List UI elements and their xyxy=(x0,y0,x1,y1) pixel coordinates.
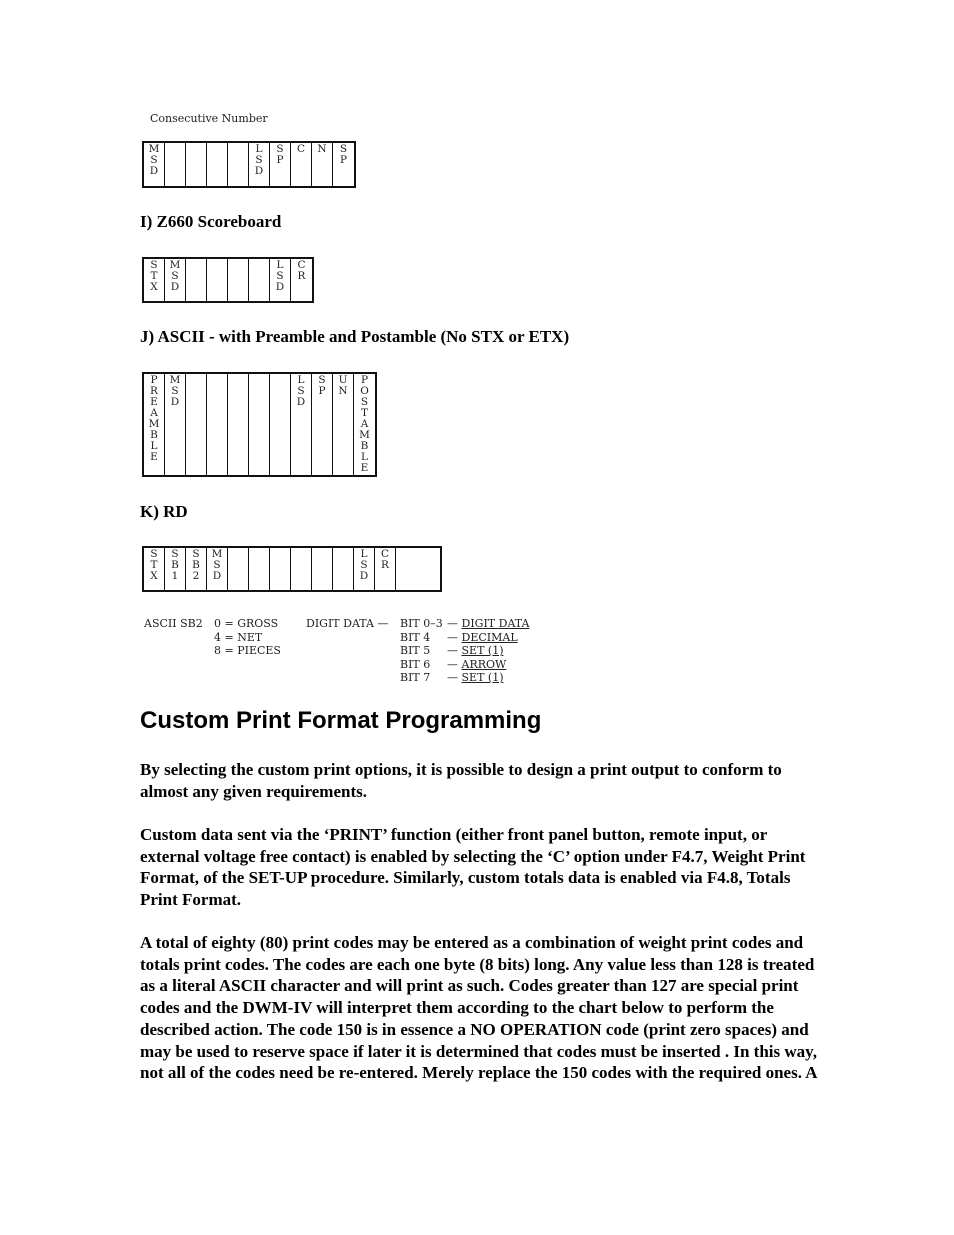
field-letter: A xyxy=(150,407,158,419)
field-letter: T xyxy=(150,559,158,571)
field-cell xyxy=(207,548,228,590)
field-letter: M xyxy=(359,429,370,441)
field-letter: 1 xyxy=(171,570,179,582)
section-k-label: K) RD xyxy=(140,502,188,521)
data-digit-cell xyxy=(396,548,440,590)
field-letter: S xyxy=(150,259,158,271)
data-digit-cell xyxy=(228,374,249,475)
field-letter: S xyxy=(297,385,305,397)
field-letter: D xyxy=(275,281,285,293)
field-letter: L xyxy=(255,143,263,155)
field-letter: M xyxy=(148,143,160,155)
field-cell xyxy=(333,374,354,475)
field-letter: S xyxy=(276,143,284,155)
field-letter: R xyxy=(381,559,389,571)
page-heading: Custom Print Format Programming xyxy=(140,707,542,734)
field-cell xyxy=(312,143,333,186)
field-cell xyxy=(375,548,396,590)
field-letter: C xyxy=(297,259,306,271)
field-letter: P xyxy=(150,374,158,386)
bit-number: BIT 7 xyxy=(400,671,431,684)
field-letter: S xyxy=(150,548,158,560)
field-letter: D xyxy=(212,570,222,582)
bit-number: BIT 0–3 xyxy=(400,617,443,630)
field-letter: M xyxy=(169,259,181,271)
field-letter: 2 xyxy=(192,570,200,582)
field-letter: D xyxy=(149,165,159,177)
field-cell xyxy=(354,548,375,590)
field-cell xyxy=(165,374,186,475)
field-letter: S xyxy=(360,559,368,571)
bit-legend-row: BIT 6 — ARROW xyxy=(400,657,507,671)
data-digit-cell xyxy=(333,548,354,590)
data-digit-cell xyxy=(270,374,291,475)
field-letter: T xyxy=(150,270,158,282)
field-letter: O xyxy=(360,385,369,397)
field-letter: S xyxy=(171,270,179,282)
data-digit-cell xyxy=(228,143,249,186)
field-cell xyxy=(186,548,207,590)
data-digit-cell xyxy=(270,548,291,590)
field-letter: N xyxy=(338,385,348,397)
field-letter: X xyxy=(150,281,158,293)
paragraph-intro: By selecting the custom print options, it is possible to design a print output to conform to almost any given requirements. xyxy=(140,760,782,801)
field-letter: D xyxy=(170,396,180,408)
field-letter: C xyxy=(380,548,390,560)
data-digit-cell xyxy=(291,548,312,590)
field-cell xyxy=(144,143,165,186)
field-cell xyxy=(249,143,270,186)
field-letter: B xyxy=(192,559,200,571)
field-cell xyxy=(165,548,186,590)
field-letter: E xyxy=(150,396,158,408)
paragraph-print-codes: A total of eighty (80) print codes may be entered as a combination of weight print codes and totals print codes. The codes are each one byte (8 bits) long. Any value less than 128 is treated as a literal ASCII character and will print as such. Codes greater than 127 are special print codes and the DWM-IV will interpret them according to the chart below to perform the described action. The code 150 is in essence a NO OPERATION code (print zero spaces) and may be used to reserve space if later it is determined that codes must be inserted . In this way, not all of the codes need be re-entered. Merely replace the 150 codes with the required ones. A xyxy=(140,933,818,1083)
field-letter: R xyxy=(150,385,158,397)
field-cell xyxy=(291,143,312,186)
data-digit-cell xyxy=(228,259,249,301)
field-letter: S xyxy=(318,374,326,386)
field-letter: R xyxy=(297,270,306,282)
data-digit-cell xyxy=(186,143,207,186)
field-letter: P xyxy=(360,374,369,386)
data-digit-cell xyxy=(186,374,207,475)
field-letter: S xyxy=(339,143,348,155)
field-letter: C xyxy=(296,143,306,155)
field-cell xyxy=(291,259,312,301)
bit-legend-row: BIT 4 — DECIMAL xyxy=(400,630,518,644)
field-letter: M xyxy=(148,418,160,430)
field-letter: D xyxy=(296,396,306,408)
sb2-value-line: 8 = PIECES xyxy=(214,644,281,657)
bit-description: DECIMAL xyxy=(461,630,518,644)
field-letter: L xyxy=(360,548,368,560)
field-letter: B xyxy=(171,559,179,571)
field-letter: T xyxy=(360,407,368,419)
field-letter: U xyxy=(338,374,348,386)
field-letter: N xyxy=(317,143,327,155)
data-digit-cell xyxy=(312,548,333,590)
bit-number: BIT 6 xyxy=(400,657,431,671)
field-letter: S xyxy=(213,559,221,571)
field-letter: S xyxy=(171,385,179,397)
field-letter: L xyxy=(297,374,305,386)
field-letter: B xyxy=(150,429,158,441)
bit-description: DIGIT DATA xyxy=(461,617,530,630)
field-cell xyxy=(270,143,291,186)
consecutive-number-format-diagram xyxy=(142,141,356,188)
field-letter: S xyxy=(255,154,263,166)
field-cell xyxy=(333,143,354,186)
sb2-value-line: 4 = NET xyxy=(214,630,263,644)
section-j-label: J) ASCII - with Preamble and Postamble (No STX or ETX) xyxy=(140,327,570,346)
field-letter: M xyxy=(211,548,223,560)
bit-legend-row: BIT 7 — SET (1) xyxy=(400,671,504,684)
field-cell xyxy=(354,374,375,475)
data-digit-cell xyxy=(249,374,270,475)
bit-description: ARROW xyxy=(461,657,507,671)
data-digit-cell xyxy=(207,374,228,475)
field-letter: S xyxy=(360,396,369,408)
digit-data-bit-list xyxy=(400,617,529,685)
data-digit-cell xyxy=(249,259,270,301)
bit-number: BIT 4 xyxy=(400,630,431,644)
field-letter: D xyxy=(254,165,264,177)
sb2-legend-values xyxy=(214,617,281,658)
ascii-preamble-format-diagram xyxy=(142,372,377,477)
field-letter: S xyxy=(192,548,200,560)
field-letter: M xyxy=(169,374,181,386)
sb2-value-line: 0 = GROSS xyxy=(214,617,279,630)
data-digit-cell xyxy=(186,259,207,301)
sb2-legend-title: ASCII SB2 xyxy=(144,617,203,630)
field-letter: L xyxy=(150,440,158,452)
field-letter: S xyxy=(276,270,284,282)
bit-legend-row: BIT 5 — SET (1) xyxy=(400,644,504,657)
bit-legend-row: BIT 0–3 — DIGIT DATA xyxy=(400,617,530,630)
bit-description: SET (1) xyxy=(461,644,504,657)
field-letter: E xyxy=(360,462,369,474)
rd-format-diagram xyxy=(142,546,442,592)
field-cell xyxy=(144,548,165,590)
consecutive-number-caption: Consecutive Number xyxy=(150,112,268,125)
field-letter: L xyxy=(276,259,284,271)
data-digit-cell xyxy=(207,259,228,301)
paragraph-custom-data: Custom data sent via the ‘PRINT’ function (either front panel button, remote input, or external voltage free contact) is enabled by selecting the ‘C’ option under F4.7, Weight Print Format, of the SET-UP procedure. Similarly, custom totals data is enabled via F4.8, Totals Print Format. xyxy=(140,825,806,910)
data-digit-cell xyxy=(249,548,270,590)
field-letter: S xyxy=(171,548,179,560)
field-cell xyxy=(144,374,165,475)
z660-scoreboard-format-diagram xyxy=(142,257,314,303)
field-letter: X xyxy=(150,570,158,582)
field-letter: A xyxy=(360,418,369,430)
bit-description: SET (1) xyxy=(461,671,504,684)
field-letter: D xyxy=(359,570,369,582)
field-letter: P xyxy=(276,154,284,166)
field-letter: S xyxy=(150,154,158,166)
field-letter: P xyxy=(318,385,326,397)
data-digit-cell xyxy=(207,143,228,186)
field-cell xyxy=(291,374,312,475)
bit-number: BIT 5 xyxy=(400,644,431,657)
data-digit-cell xyxy=(228,548,249,590)
field-letter: L xyxy=(361,451,368,463)
field-cell xyxy=(165,259,186,301)
field-cell xyxy=(270,259,291,301)
field-letter: D xyxy=(170,281,180,293)
field-letter: E xyxy=(150,451,158,463)
digit-data-legend-title: DIGIT DATA — xyxy=(306,617,389,630)
field-cell xyxy=(144,259,165,301)
field-cell xyxy=(312,374,333,475)
data-digit-cell xyxy=(165,143,186,186)
field-letter: B xyxy=(360,440,369,452)
field-letter: P xyxy=(339,154,348,166)
section-i-label: I) Z660 Scoreboard xyxy=(140,212,282,231)
